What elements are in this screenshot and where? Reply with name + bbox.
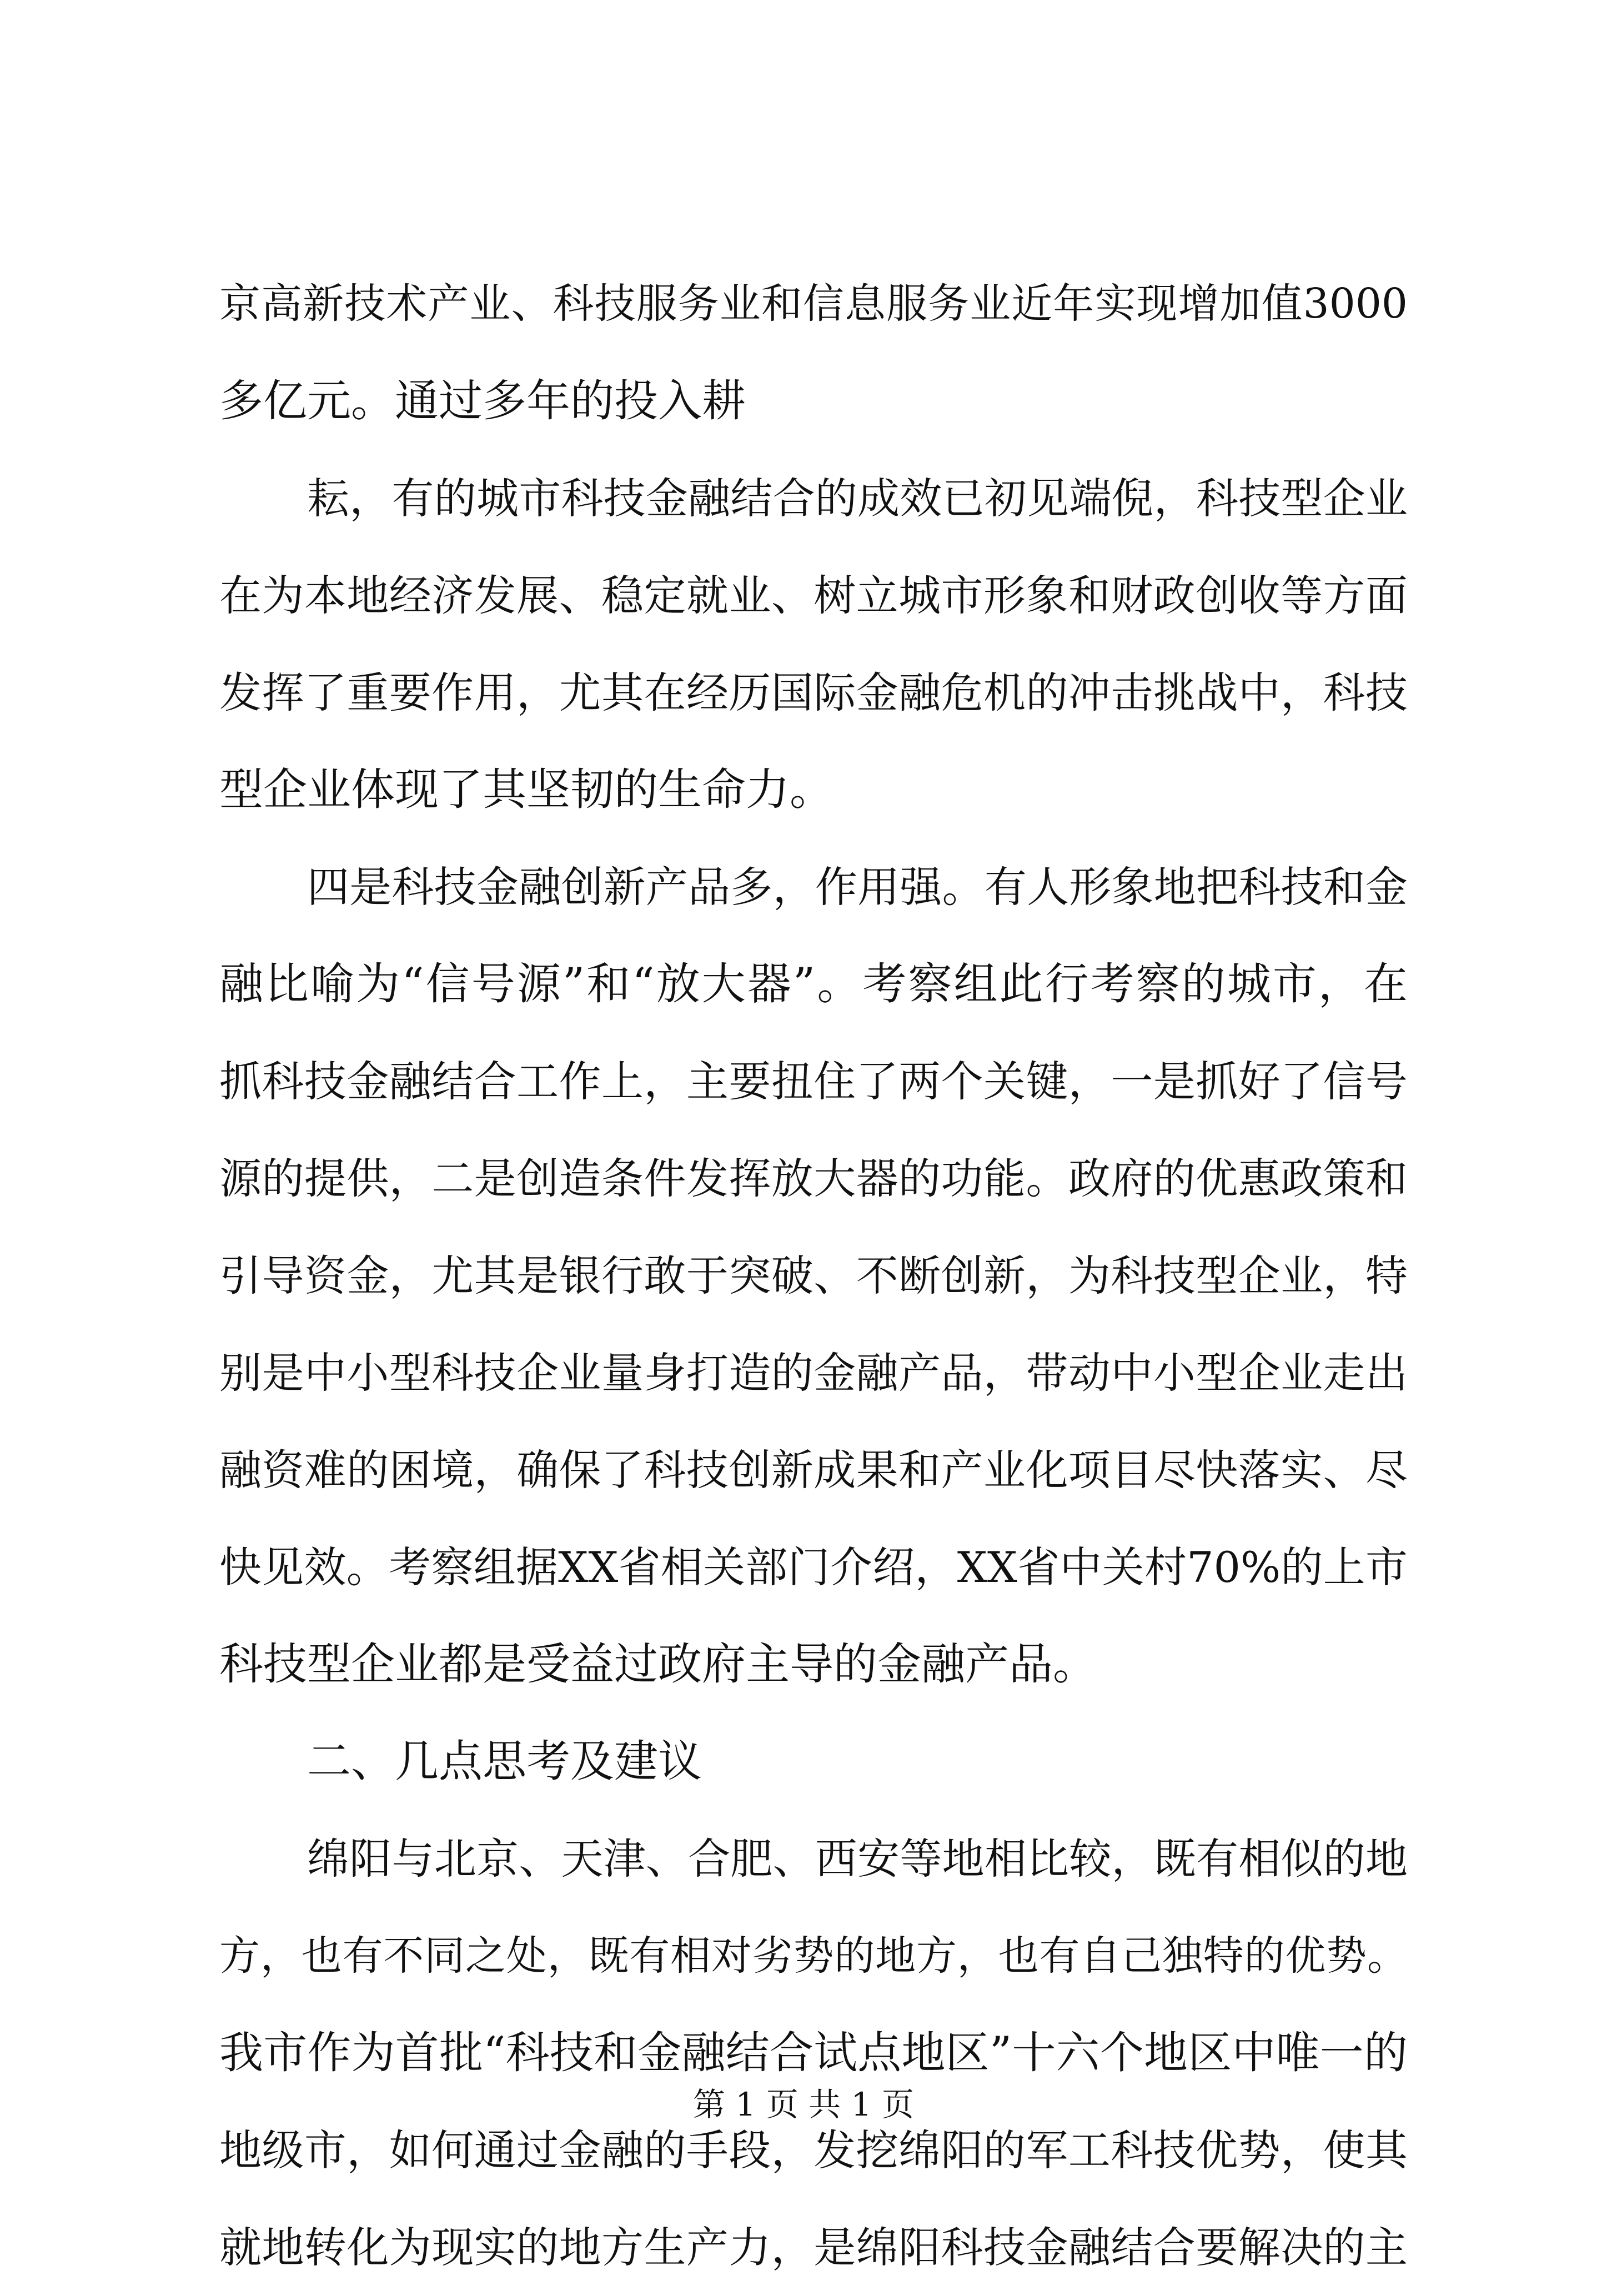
text-line: 地级市，如何通过金融的手段，发挖绵阳的军工科技优势，使其: [219, 2126, 1408, 2175]
text-line: 在为本地经济发展、稳定就业、树立城市形象和财政创收等方面: [219, 571, 1408, 620]
text-line: 抓科技金融结合工作上，主要扭住了两个关键，一是抓好了信号: [219, 1057, 1408, 1106]
text-line: 京高新技术产业、科技服务业和信息服务业近年实现增加值3000: [219, 280, 1408, 328]
text-line: 别是中小型科技企业量身打造的金融产品，带动中小型企业走出: [219, 1348, 1408, 1398]
body-text: [219, 255, 1408, 2296]
text-line: 发挥了重要作用，尤其在经历国际金融危机的冲击挑战中，科技: [219, 668, 1408, 717]
text-line: 引导资金，尤其是银行敢于突破、不断创新，为科技型企业，特: [219, 1251, 1408, 1300]
text-line: 四是科技金融创新产品多，作用强。有人形象地把科技和金: [307, 862, 1408, 912]
text-line: 融资难的困境，确保了科技创新成果和产业化项目尽快落实、尽: [219, 1445, 1408, 1495]
text-line: 源的提供，二是创造条件发挥放大器的功能。政府的优惠政策和: [219, 1154, 1408, 1203]
text-line: 绵阳与北京、天津、合肥、西安等地相比较，既有相似的地: [307, 1834, 1408, 1883]
text-line: 二、几点思考及建议: [307, 1736, 702, 1787]
text-line: 耘，有的城市科技金融结合的成效已初见端倪，科技型企业: [307, 474, 1408, 523]
text-line: 就地转化为现实的地方生产力，是绵阳科技金融结合要解决的主: [219, 2223, 1408, 2272]
text-line: 科技型企业都是受益过政府主导的金融产品。: [219, 1639, 1097, 1690]
text-line: 快见效。考察组据XX省相关部门介绍，XX省中关村70%的上市: [219, 1543, 1408, 1592]
text-line: 融比喻为“信号源”和“放大器”。考察组此行考察的城市，在: [219, 958, 1408, 1009]
text-line: 多亿元。通过多年的投入耕: [219, 375, 746, 426]
text-line: 我市作为首批“科技和金融结合试点地区”十六个地区中唯一的: [219, 2027, 1408, 2078]
page-footer: 第 1 页 共 1 页: [693, 2086, 914, 2123]
text-line: 方，也有不同之处，既有相对劣势的地方，也有自己独特的优势。: [219, 1932, 1408, 1980]
text-line: 型企业体现了其坚韧的生命力。: [219, 764, 833, 815]
